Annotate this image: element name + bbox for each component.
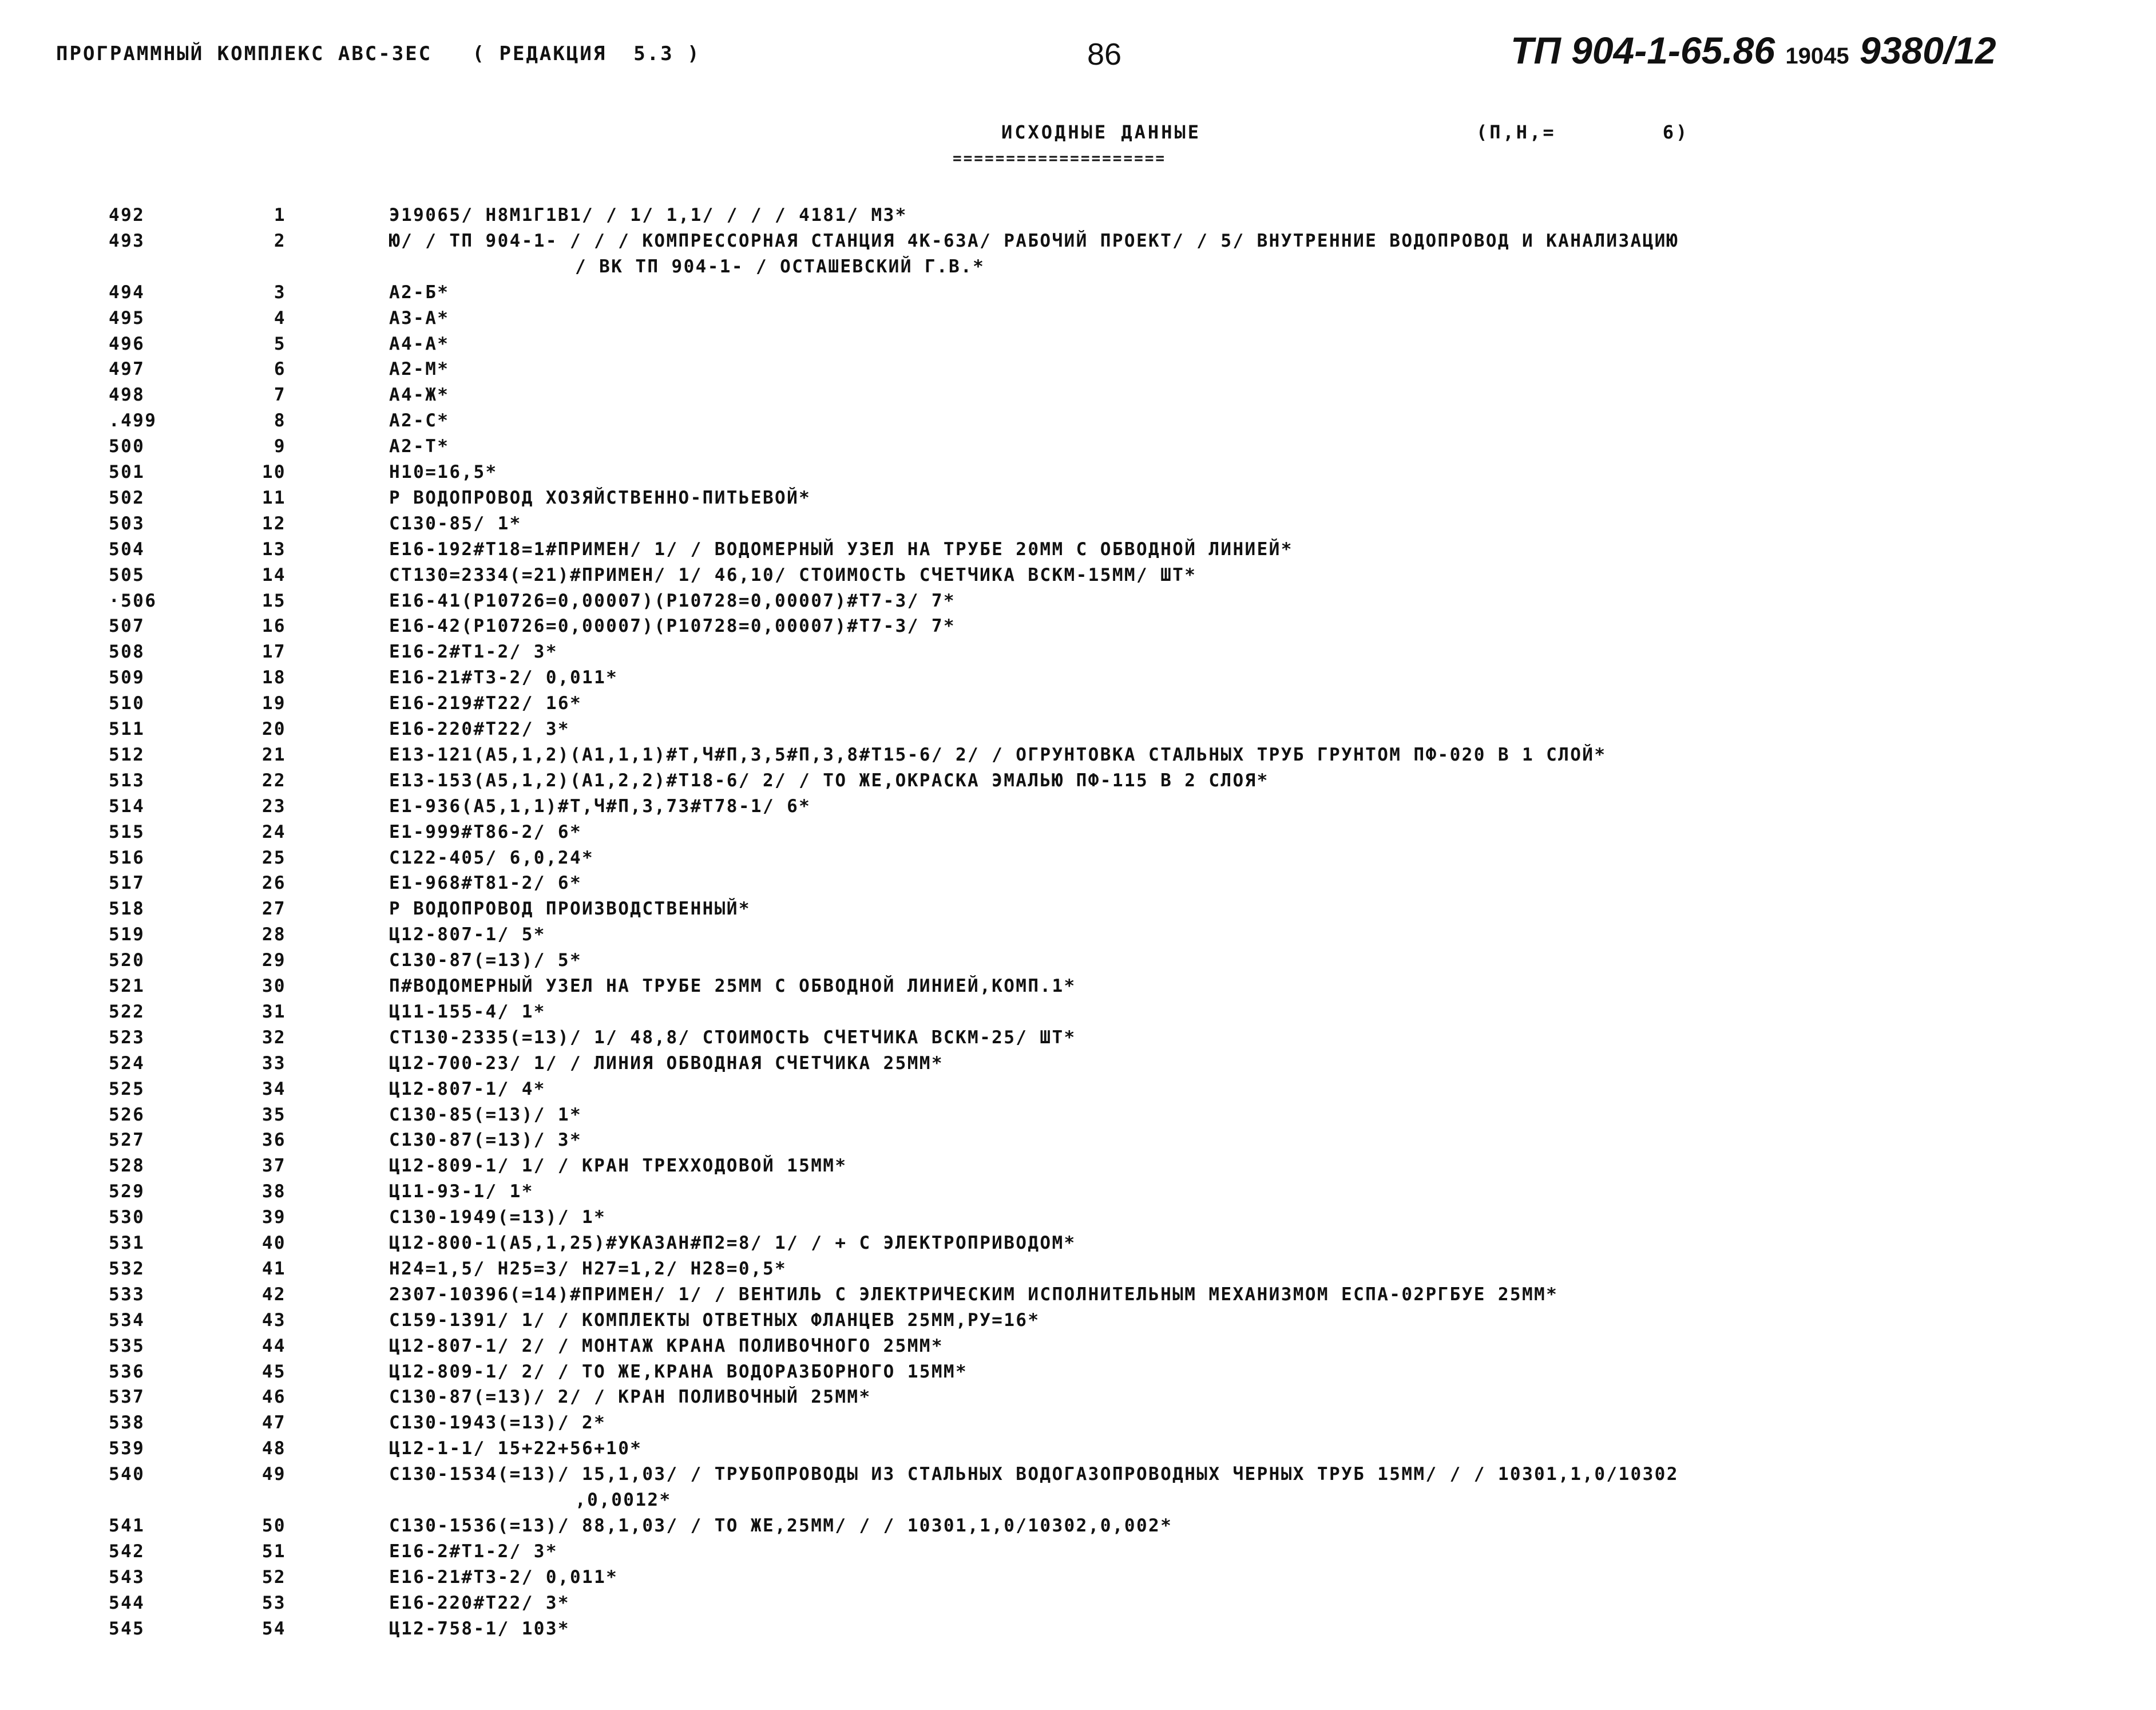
line-number: 542 [109,1541,145,1562]
sequence-number: 52 [261,1566,286,1588]
line-number: 530 [109,1207,145,1228]
sequence-number: 5 [274,333,286,354]
line-number: 495 [109,307,145,328]
record-text: Ц12-807-1/ 5* [389,924,546,945]
sequence-number: 8 [274,410,286,432]
sequence-number: 28 [261,924,286,945]
record-text: Ц12-809-1/ 1/ / КРАН ТРЕХХОДОВОЙ 15ММ* [389,1155,847,1177]
record-text: А2-Т* [389,436,450,457]
line-number: 498 [109,385,145,406]
record-text: А2-М* [389,359,450,380]
record-text: Ц11-155-4/ 1* [389,1001,546,1022]
sequence-number: 6 [274,359,286,380]
line-number: 513 [109,770,145,791]
sequence-number: 27 [261,898,286,920]
record-text: Е16-2#Т1-2/ 3* [389,642,558,663]
sequence-number: 1 [274,205,286,225]
line-number: 538 [109,1412,145,1434]
sequence-number: 21 [261,744,286,765]
record-text-continuation: / ВК ТП 904-1- / ОСТАШЕВСКИЙ Г.В.* [575,256,985,277]
sequence-number: 45 [261,1361,286,1382]
record-text: Е16-42(Р10726=0,00007)(Р10728=0,00007)#Т7-3/ 7* [389,616,956,637]
line-number: 543 [109,1566,145,1588]
line-number: 534 [109,1309,145,1331]
sequence-number: 24 [261,821,286,842]
record-text: Е16-219#Т22/ 16* [389,693,582,714]
line-number: 531 [109,1233,145,1253]
record-text: Е13-121(А5,1,2)(А1,1,1)#Т,Ч#П,3,5#П,3,8#Т15-6/ 2/ / ОГРУНТОВКА СТАЛЬНЫХ ТРУБ ГРУНТОМ ПФ-020 В 1 СЛОЙ* [389,744,1607,765]
sequence-number: 50 [261,1515,286,1536]
record-text: Е16-21#Т3-2/ 0,011* [389,1566,619,1588]
line-number: 521 [109,976,145,996]
line-number: 512 [109,744,145,765]
record-text: Е13-153(А5,1,2)(А1,2,2)#Т18-6/ 2/ / ТО ЖЕ,ОКРАСКА ЭМАЛЬЮ ПФ-115 В 2 СЛОЯ* [389,770,1269,791]
sequence-number: 12 [261,513,286,534]
sequence-number: 9 [274,436,286,457]
record-text: Э19065/ Н8М1Г1В1/ / 1/ 1,1/ / / / 4181/ М3* [389,205,907,225]
record-text: Е16-2#Т1-2/ 3* [389,1541,558,1562]
sequence-number: 31 [261,1001,286,1022]
line-number: 503 [109,513,145,534]
record-text: Е16-220#Т22/ 3* [389,1592,570,1613]
record-text: А3-А* [389,307,450,328]
sequence-number: 19 [261,693,286,714]
line-number: 492 [109,205,145,225]
sequence-number: 47 [261,1412,286,1434]
sequence-number: 46 [261,1387,286,1408]
sequence-number: 15 [261,590,286,611]
record-text: Е16-21#Т3-2/ 0,011* [389,667,619,688]
line-number: 524 [109,1052,145,1074]
line-number: ·506 [109,590,157,611]
line-number: 522 [109,1001,145,1022]
line-number: 539 [109,1438,145,1459]
sequence-number: 29 [261,950,286,971]
record-text: С122-405/ 6,0,24* [389,847,595,868]
program-header: ПРОГРАММНЫЙ КОМПЛЕКС АВС-ЗЕС ( РЕДАКЦИЯ 5.3 ) [56,42,701,65]
sequence-number: 7 [274,385,286,406]
sequence-number: 4 [274,307,286,328]
document-code-main: ТП 904-1-65.86 [1511,29,1775,72]
record-text: Ц12-807-1/ 2/ / МОНТАЖ КРАНА ПОЛИВОЧНОГО 25ММ* [389,1335,944,1356]
record-text: П#ВОДОМЕРНЫЙ УЗЕЛ НА ТРУБЕ 25ММ С ОБВОДНОЙ ЛИНИЕЙ,КОМП.1* [389,976,1076,996]
sequence-number: 34 [261,1078,286,1099]
line-number: 532 [109,1258,145,1279]
document-code-small: 19045 [1785,43,1849,69]
line-number: 497 [109,359,145,380]
sequence-number: 30 [261,976,286,996]
record-text: 2307-10396(=14)#ПРИМЕН/ 1/ / ВЕНТИЛЬ С ЭЛЕКТРИЧЕСКИМ ИСПОЛНИТЕЛЬНЫМ МЕХАНИЗМОМ ЕСПА-02РГБУЕ 25ММ* [389,1284,1559,1305]
sequence-number: 33 [261,1052,286,1074]
sequence-number: 20 [261,719,286,739]
sequence-number: 16 [261,616,286,637]
line-number: 523 [109,1027,145,1048]
sequence-number: 17 [261,642,286,663]
section-tag: (П,Н,= 6) [1476,121,1690,143]
section-title: ИСХОДНЫЕ ДАННЫЕ [1001,121,1201,143]
sequence-number: 10 [261,462,286,482]
line-number: 511 [109,719,145,739]
record-text: С159-1391/ 1/ / КОМПЛЕКТЫ ОТВЕТНЫХ ФЛАНЦЕВ 25ММ,РУ=16* [389,1309,1040,1331]
record-text: Ц12-807-1/ 4* [389,1078,546,1099]
line-number: 528 [109,1155,145,1177]
record-text: Е1-936(А5,1,1)#Т,Ч#П,3,73#Т78-1/ 6* [389,795,811,817]
line-number: 505 [109,564,145,585]
line-number: 535 [109,1335,145,1356]
line-number: 525 [109,1078,145,1099]
line-number: 537 [109,1387,145,1408]
line-number: 510 [109,693,145,714]
sequence-number: 22 [261,770,286,791]
record-text: Н24=1,5/ Н25=3/ Н27=1,2/ Н28=0,5* [389,1258,787,1279]
record-text: Е16-41(Р10726=0,00007)(Р10728=0,00007)#Т7-3/ 7* [389,590,956,611]
sequence-number: 25 [261,847,286,868]
line-number: 501 [109,462,145,482]
line-number: 533 [109,1284,145,1305]
record-text: Р ВОДОПРОВОД ХОЗЯЙСТВЕННО-ПИТЬЕВОЙ* [389,487,811,508]
sequence-number: 51 [261,1541,286,1562]
sequence-number: 26 [261,873,286,894]
line-number: 504 [109,539,145,560]
line-number: 540 [109,1464,145,1485]
sequence-number: 41 [261,1258,286,1279]
line-number: 536 [109,1361,145,1382]
record-text: Ц12-758-1/ 103* [389,1618,570,1639]
line-number: 496 [109,333,145,354]
line-number: 493 [109,230,145,251]
record-text: Ц12-1-1/ 15+22+56+10* [389,1438,643,1459]
document-code [1511,29,1996,72]
record-text: Н10=16,5* [389,462,498,482]
sequence-number: 23 [261,795,286,817]
sequence-number: 49 [261,1464,286,1485]
sequence-number: 11 [261,487,286,508]
sequence-number: 36 [261,1130,286,1151]
sequence-number: 35 [261,1104,286,1125]
line-number: 500 [109,436,145,457]
record-text: С130-1536(=13)/ 88,1,03/ / ТО ЖЕ,25ММ/ / / 10301,1,0/10302,0,002* [389,1515,1173,1536]
section-title-underline: ==================== [953,150,1167,167]
sequence-number: 18 [261,667,286,688]
record-text: Е1-999#Т86-2/ 6* [389,821,582,842]
line-number: 520 [109,950,145,971]
sequence-number: 14 [261,564,286,585]
record-text: Ц12-809-1/ 2/ / ТО ЖЕ,КРАНА ВОДОРАЗБОРНОГО 15ММ* [389,1361,968,1382]
sequence-number: 3 [274,282,286,303]
page-number: 86 [1087,37,1122,72]
sequence-number: 53 [261,1592,286,1613]
line-number: 507 [109,616,145,637]
sequence-number: 37 [261,1155,286,1177]
record-text: С130-87(=13)/ 5* [389,950,582,971]
document-sheet: 9380/12 [1860,29,1996,72]
sequence-number: 48 [261,1438,286,1459]
sequence-number: 54 [261,1618,286,1639]
line-number: 516 [109,847,145,868]
record-text: С130-1534(=13)/ 15,1,03/ / ТРУБОПРОВОДЫ ИЗ СТАЛЬНЫХ ВОДОГАЗОПРОВОДНЫХ ЧЕРНЫХ ТРУБ 15ММ/ / / 10301,1,0/10302 [389,1464,1679,1485]
record-text: Ю/ / ТП 904-1- / / / КОМПРЕССОРНАЯ СТАНЦИЯ 4К-63А/ РАБОЧИЙ ПРОЕКТ/ / 5/ ВНУТРЕННИЕ ВОДОПРОВОД И КАНАЛИЗАЦИЮ [389,230,1679,251]
line-number: 517 [109,873,145,894]
line-number: 518 [109,898,145,920]
record-text: СТ130=2334(=21)#ПРИМЕН/ 1/ 46,10/ СТОИМОСТЬ СЧЕТЧИКА ВСКМ-15ММ/ ШТ* [389,564,1197,585]
record-text: А2-Б* [389,282,450,303]
record-text: С130-87(=13)/ 3* [389,1130,582,1151]
sequence-number: 44 [261,1335,286,1356]
line-number: 526 [109,1104,145,1125]
record-text: Е16-192#Т18=1#ПРИМЕН/ 1/ / ВОДОМЕРНЫЙ УЗЕЛ НА ТРУБЕ 20ММ С ОБВОДНОЙ ЛИНИЕЙ* [389,539,1293,560]
line-number: 509 [109,667,145,688]
sequence-number: 39 [261,1207,286,1228]
sequence-number: 42 [261,1284,286,1305]
sequence-number: 32 [261,1027,286,1048]
record-text: С130-85/ 1* [389,513,522,534]
sequence-number: 2 [274,230,286,251]
line-number: 519 [109,924,145,945]
record-text: Е1-968#Т81-2/ 6* [389,873,582,894]
line-number: 494 [109,282,145,303]
line-number: 541 [109,1515,145,1536]
record-text-continuation: ,0,0012* [575,1490,672,1510]
record-text: С130-1949(=13)/ 1* [389,1207,607,1228]
record-text: С130-85(=13)/ 1* [389,1104,582,1125]
line-number: 544 [109,1592,145,1613]
record-text: С130-87(=13)/ 2/ / КРАН ПОЛИВОЧНЫЙ 25ММ* [389,1387,871,1408]
record-text: СТ130-2335(=13)/ 1/ 48,8/ СТОИМОСТЬ СЧЕТЧИКА ВСКМ-25/ ШТ* [389,1027,1076,1048]
line-number: 502 [109,487,145,508]
record-text: А4-Ж* [389,385,450,406]
record-text: Р ВОДОПРОВОД ПРОИЗВОДСТВЕННЫЙ* [389,898,751,920]
line-number: 515 [109,821,145,842]
record-text: Е16-220#Т22/ 3* [389,719,570,739]
record-text: Ц12-700-23/ 1/ / ЛИНИЯ ОБВОДНАЯ СЧЕТЧИКА 25ММ* [389,1052,944,1074]
line-number: .499 [109,410,157,432]
line-number: 529 [109,1181,145,1202]
sequence-number: 38 [261,1181,286,1202]
sequence-number: 40 [261,1233,286,1253]
record-text: Ц11-93-1/ 1* [389,1181,534,1202]
line-number: 527 [109,1130,145,1151]
sequence-number: 13 [261,539,286,560]
record-text: А4-А* [389,333,450,354]
record-text: А2-С* [389,410,450,432]
line-number: 514 [109,795,145,817]
record-text: Ц12-800-1(А5,1,25)#УКАЗАН#П2=8/ 1/ / + С ЭЛЕКТРОПРИВОДОМ* [389,1233,1076,1253]
line-number: 508 [109,642,145,663]
sequence-number: 43 [261,1309,286,1331]
line-number: 545 [109,1618,145,1639]
record-text: С130-1943(=13)/ 2* [389,1412,607,1434]
